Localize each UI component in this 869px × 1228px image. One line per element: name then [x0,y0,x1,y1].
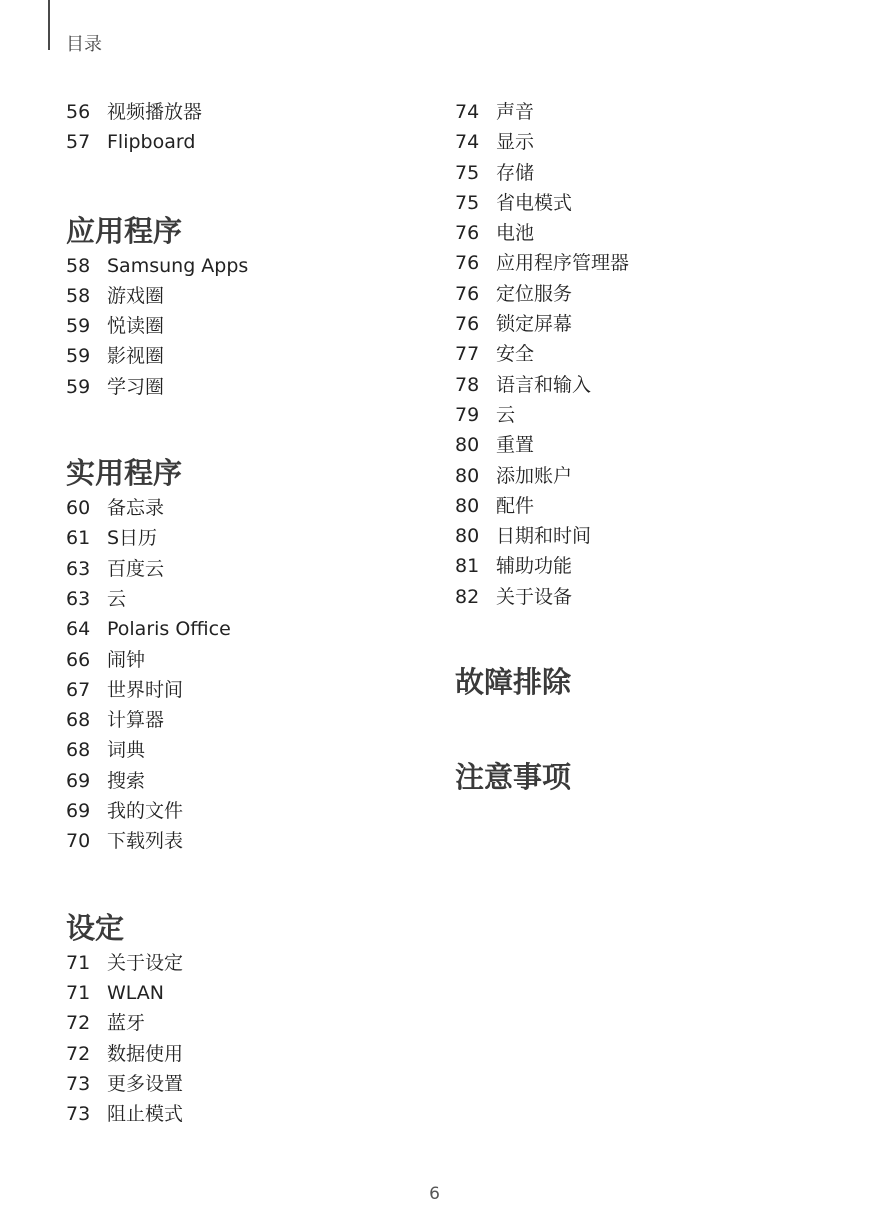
toc-entry-title: 悦读圈 [107,315,165,338]
toc-entry-title: 游戏圈 [107,284,165,307]
toc-entry-page: 74 [455,101,480,123]
toc-entry-title: 语言和输入 [496,373,592,396]
toc-entry-title: Samsung Apps [107,254,249,277]
toc-entry[interactable] [66,826,406,856]
toc-entry-title: 阻止模式 [107,1103,184,1126]
toc-entry-page: 80 [455,434,480,457]
toc-entry-page: 82 [455,585,480,608]
toc-entry-title: 安全 [496,343,535,366]
toc-entry[interactable] [455,97,795,127]
toc-entry-page: 64 [66,618,91,641]
toc-entry-title: 关于设备 [496,585,573,608]
toc-entry[interactable] [455,279,795,309]
toc-entry-page: 80 [455,494,480,517]
toc-entry-title: WLAN [107,981,165,1004]
toc-entry[interactable] [455,188,795,218]
toc-entry[interactable] [66,251,406,281]
toc-entry-page: 61 [66,527,91,550]
toc-entry[interactable] [455,127,795,157]
toc-entry[interactable] [66,554,406,584]
toc-entry-title: 世界时间 [107,678,184,701]
toc-entry-page: 76 [455,252,480,275]
toc-entry-title: 锁定屏幕 [496,313,573,336]
toc-entry-title: 日期和时间 [496,525,592,548]
section-title-settings[interactable]: 设定 [66,910,125,945]
toc-entry-page: 76 [455,313,480,336]
toc-entry[interactable] [66,97,406,127]
toc-entry-title: 视频播放器 [107,101,203,123]
toc-entry-title: 辅助功能 [496,555,573,578]
toc-entry[interactable] [66,372,406,402]
toc-entry[interactable] [66,341,406,371]
toc-entry[interactable] [455,339,795,369]
toc-entry-title: 下载列表 [107,830,184,853]
toc-entry-title: 省电模式 [496,191,573,214]
toc-entry-page: 73 [66,1103,91,1126]
toc-entry[interactable] [455,158,795,188]
toc-entry[interactable] [66,311,406,341]
toc-entry-page: 72 [66,1042,91,1065]
toc-entry-title: 更多设置 [107,1072,184,1095]
toc-entry[interactable] [66,675,406,705]
toc-entry[interactable] [66,1039,406,1069]
toc-entry[interactable] [455,551,795,581]
toc-entry-title: 声音 [496,101,535,123]
toc-entry-page: 67 [66,678,91,701]
toc-entry-page: 58 [66,254,91,277]
header-rule [48,0,50,50]
toc-entry[interactable] [66,645,406,675]
toc-entry[interactable] [455,582,795,612]
section-title-apps[interactable]: 应用程序 [66,213,183,248]
header-label: 目录 [66,34,102,55]
toc-entry-title: 关于设定 [107,951,184,974]
page-number: 6 [429,1184,440,1204]
toc-right-column [455,97,795,797]
toc-entry[interactable] [66,1099,406,1129]
toc-entry-title: 定位服务 [496,282,573,305]
toc-entry-title: 电池 [496,222,535,245]
toc-entry[interactable] [66,523,406,553]
toc-entry-title: 学习圈 [107,375,165,398]
toc-entry-page: 80 [455,464,480,487]
toc-entry-title: Polaris Office [107,618,231,641]
toc-left-column [66,97,406,1129]
toc-entry-page: 59 [66,375,91,398]
toc-entry[interactable] [455,491,795,521]
toc-entry-page: 63 [66,557,91,580]
toc-entry-page: 73 [66,1072,91,1095]
toc-entry-title: 影视圈 [107,345,165,368]
toc-entry-title: 备忘录 [107,497,165,520]
toc-entry-title: 应用程序管理器 [496,252,630,275]
toc-entry-title: 云 [107,587,127,610]
toc-entry[interactable] [455,521,795,551]
toc-entry-page: 80 [455,525,480,548]
toc-entry[interactable] [66,948,406,978]
toc-entry-page: 59 [66,345,91,368]
toc-entry[interactable] [66,1008,406,1038]
toc-entry-page: 79 [455,403,480,426]
toc-entry-title: 蓝牙 [107,1012,146,1035]
toc-entry-page: 57 [66,131,91,154]
toc-entry-page: 70 [66,830,91,853]
toc-entry-page: 63 [66,587,91,610]
toc-entry-page: 78 [455,373,480,396]
toc-entry[interactable] [455,248,795,278]
toc-entry-page: 66 [66,648,91,671]
toc-entry[interactable] [455,400,795,430]
toc-entry-title: 搜索 [107,769,146,792]
toc-entry[interactable] [455,309,795,339]
toc-entry[interactable] [66,796,406,826]
toc-entry-title: 存储 [496,161,535,184]
toc-entry[interactable] [455,370,795,400]
toc-entry-page: 69 [66,769,91,792]
section-title-troubleshooting[interactable]: 故障排除 [455,665,572,700]
toc-entry-page: 71 [66,951,91,974]
toc-entry-title: 词典 [107,739,146,762]
toc-entry[interactable] [66,735,406,765]
toc-entry-page: 56 [66,101,91,123]
toc-entry[interactable] [66,705,406,735]
toc-entry-title: 配件 [496,494,535,517]
toc-entry-title: Flipboard [107,131,196,154]
toc-entry-title: 重置 [496,434,535,457]
toc-entry-page: 60 [66,497,91,520]
toc-entry-page: 76 [455,282,480,305]
toc-entry[interactable] [66,978,406,1008]
toc-entry-title: 百度云 [107,557,165,580]
toc-entry-page: 77 [455,343,480,366]
toc-entry[interactable] [66,281,406,311]
toc-entry-page: 72 [66,1012,91,1035]
toc-entry-title: 云 [496,403,516,426]
toc-entry[interactable] [66,1069,406,1099]
section-title-safety-information[interactable]: 注意事项 [455,760,572,795]
toc-entry[interactable] [455,218,795,248]
toc-entry-page: 71 [66,981,91,1004]
toc-entry-page: 75 [455,161,480,184]
toc-entry[interactable] [66,127,406,157]
toc-entry-page: 81 [455,555,480,578]
toc-entry-title: 显示 [496,131,535,154]
toc-entry-page: 76 [455,222,480,245]
toc-entry-page: 69 [66,800,91,823]
toc-entry-page: 68 [66,709,91,732]
toc-entry-title: 闹钟 [107,648,146,671]
toc-entry-title: 我的文件 [107,800,184,823]
toc-entry[interactable] [455,461,795,491]
toc-entry-title: 数据使用 [107,1042,184,1065]
toc-entry-page: 59 [66,315,91,338]
toc-entry-page: 74 [455,131,480,154]
toc-entry[interactable] [66,614,406,644]
toc-entry-page: 68 [66,739,91,762]
toc-entry-page: 58 [66,284,91,307]
toc-entry[interactable] [455,430,795,460]
section-title-utilities[interactable]: 实用程序 [66,456,183,491]
toc-entry[interactable] [66,584,406,614]
toc-entry-title: S日历 [107,527,158,550]
toc-entry-title: 添加账户 [496,464,573,487]
toc-entry-title: 计算器 [107,709,165,732]
toc-entry[interactable] [66,766,406,796]
toc-entry-page: 75 [455,191,480,214]
toc-entry[interactable] [66,493,406,523]
